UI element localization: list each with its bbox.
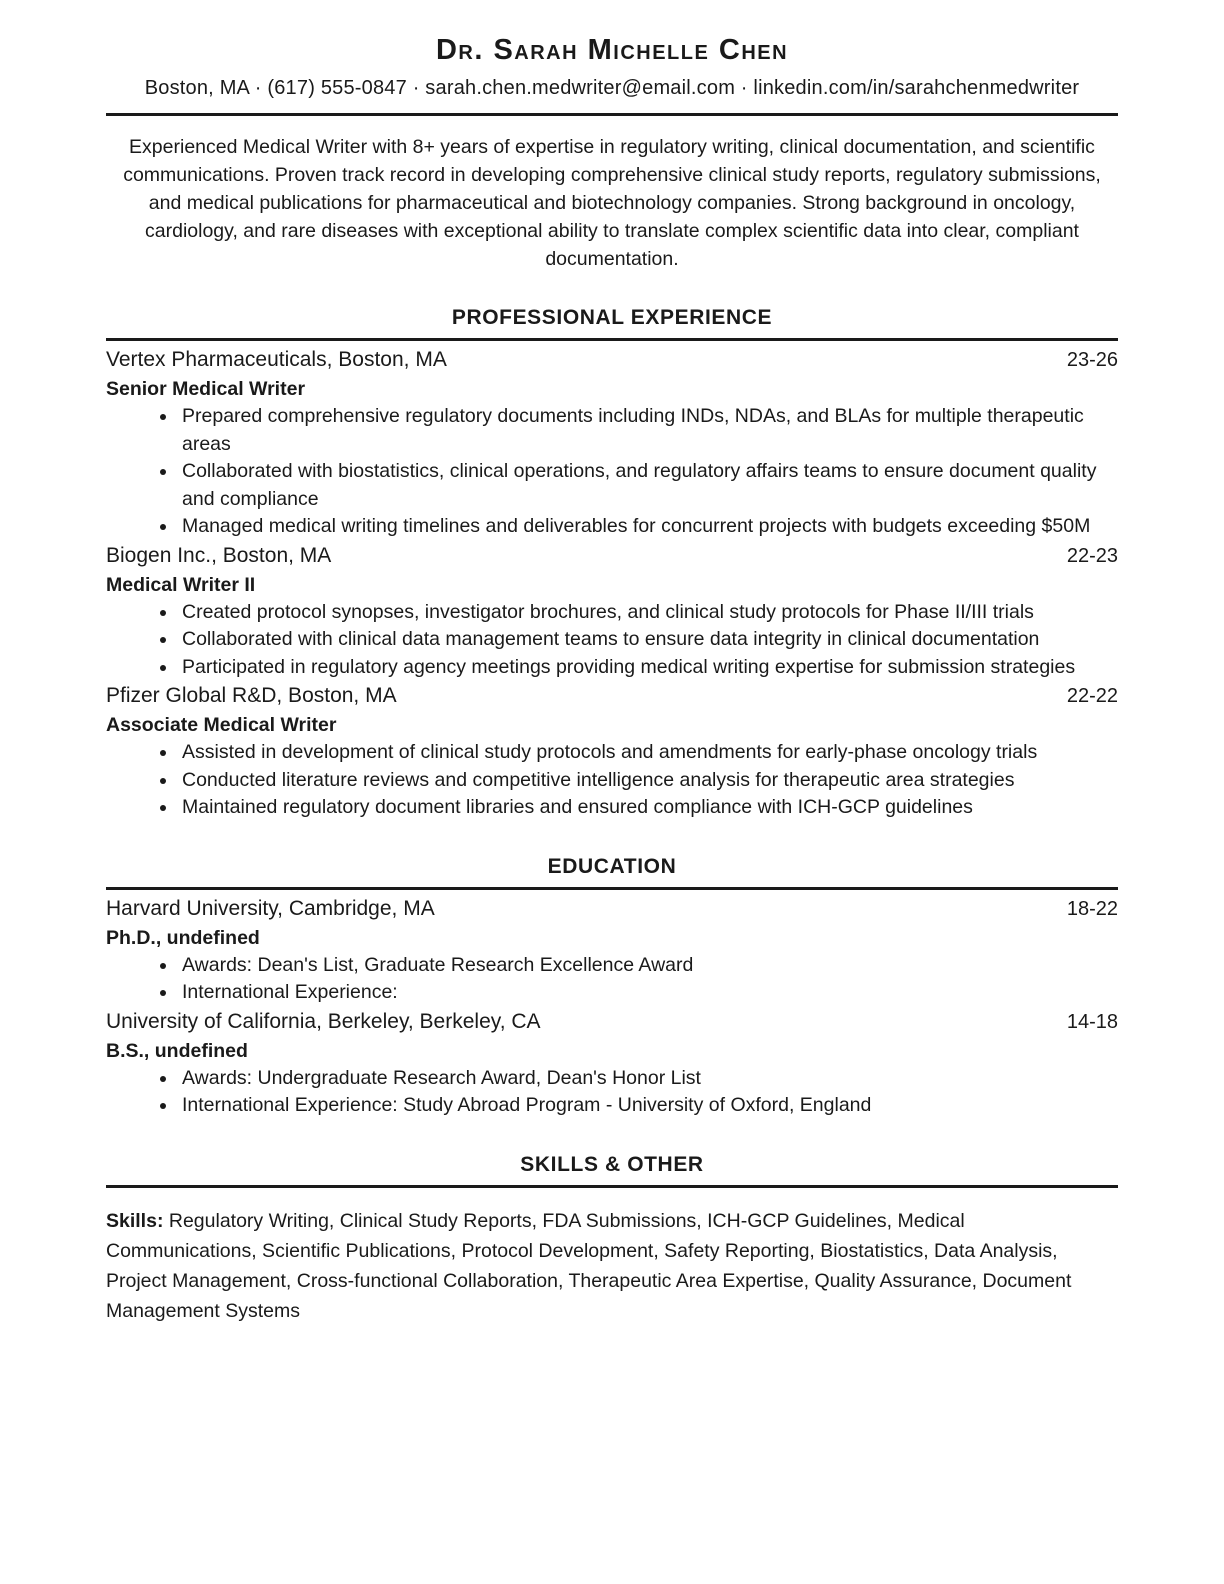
document-header — [106, 30, 1118, 116]
bullet-item: • Prepared comprehensive regulatory documents including INDs, NDAs, and BLAs for multiple therapeutic areas — [178, 403, 1118, 458]
bullet-item: • Awards: Dean's List, Graduate Research Excellence Award — [178, 952, 1118, 980]
section-experience — [106, 305, 1118, 822]
summary-paragraph: Experienced Medical Writer with 8+ years of expertise in regulatory writing, clinical documentation, and scientific communications. Proven track record in developing comprehensive clinical study reports, regulatory submissions, and medical publications for pharmaceutical and biotechnology companies. Strong background in oncology, cardiology, and rare diseases with exceptional ability to translate complex scientific data into clear, compliant documentation. — [123, 136, 1101, 270]
job-entry-head — [106, 541, 1118, 571]
section-title-experience: PROFESSIONAL EXPERIENCE — [106, 305, 1118, 341]
section-education — [106, 854, 1118, 1120]
bullet-item: • International Experience: — [178, 979, 1118, 1007]
skills-paragraph — [106, 1206, 1118, 1326]
bullet-item: • Managed medical writing timelines and deliverables for concurrent projects with budgets exceeding $50M — [178, 513, 1118, 541]
education-bullets — [106, 1065, 1118, 1120]
job-entry — [106, 681, 1118, 822]
skills-text: Regulatory Writing, Clinical Study Reports, FDA Submissions, ICH-GCP Guidelines, Medical Communications, Scientific Publications, Protocol Development, Safety Reporting, Biostatistics, Data Analysis, Project Management, Cross-functional Collaboration, Therapeutic Area Expertise, Quality Assurance, Document Management Systems — [106, 1209, 1072, 1322]
education-entry — [106, 1007, 1118, 1120]
date-range: 14-18 — [1066, 1010, 1118, 1033]
company-name: Biogen Inc., Boston, MA — [106, 543, 332, 567]
education-entry-head — [106, 1007, 1118, 1037]
contact-info: Boston, MA · (617) 555-0847 · sarah.chen.medwriter@email.com · linkedin.com/in/sarahchenmedwriter — [144, 77, 1080, 99]
date-range: 23-26 — [1066, 349, 1118, 371]
job-title: Senior Medical Writer — [106, 378, 306, 400]
job-entry-head — [106, 345, 1118, 375]
bullet-item: • Conducted literature reviews and competitive intelligence analysis for therapeutic area strategies — [178, 767, 1118, 795]
job-title: Medical Writer II — [106, 573, 256, 596]
experience-entries — [106, 341, 1118, 822]
degree-title: Ph.D., undefined — [106, 926, 260, 949]
job-bullets — [106, 739, 1118, 822]
company-name: Pfizer Global R&D, Boston, MA — [106, 684, 397, 707]
date-range: 22-22 — [1066, 685, 1118, 707]
education-entry — [106, 894, 1118, 1007]
job-bullets — [106, 403, 1118, 541]
job-title: Associate Medical Writer — [106, 714, 337, 736]
section-title-skills: SKILLS & OTHER — [106, 1152, 1118, 1188]
job-entry — [106, 541, 1118, 682]
bullet-item: • International Experience: Study Abroad Program - University of Oxford, England — [178, 1092, 1118, 1120]
skills-label: Skills: — [106, 1209, 164, 1232]
bullet-item: • Maintained regulatory document libraries and ensured compliance with ICH-GCP guidelines — [178, 794, 1118, 822]
company-name: Vertex Pharmaceuticals, Boston, MA — [106, 348, 447, 371]
school-name: Harvard University, Cambridge, MA — [106, 896, 435, 920]
job-entry-head — [106, 681, 1118, 711]
education-entry-head — [106, 894, 1118, 924]
date-range: 22-23 — [1066, 544, 1118, 567]
degree-title: B.S., undefined — [106, 1039, 248, 1062]
bullet-item: • Awards: Undergraduate Research Award, Dean's Honor List — [178, 1065, 1118, 1093]
education-bullets — [106, 952, 1118, 1007]
date-range: 18-22 — [1066, 897, 1118, 920]
header-divider — [106, 113, 1118, 116]
bullet-item: • Collaborated with clinical data management teams to ensure data integrity in clinical documentation — [178, 626, 1118, 654]
candidate-name: Dr. Sarah Michelle Chen — [435, 34, 789, 66]
education-entries — [106, 890, 1118, 1120]
job-bullets — [106, 599, 1118, 682]
school-name: University of California, Berkeley, Berkeley, CA — [106, 1009, 541, 1033]
job-entry — [106, 345, 1118, 541]
section-skills — [106, 1152, 1118, 1326]
bullet-item: • Collaborated with biostatistics, clinical operations, and regulatory affairs teams to ensure document quality and compliance — [178, 458, 1118, 513]
section-title-education: EDUCATION — [106, 854, 1118, 890]
bullet-item: • Participated in regulatory agency meetings providing medical writing expertise for submission strategies — [178, 654, 1118, 682]
bullet-item: • Created protocol synopses, investigator brochures, and clinical study protocols for Phase II/III trials — [178, 599, 1118, 627]
bullet-item: • Assisted in development of clinical study protocols and amendments for early-phase oncology trials — [178, 739, 1118, 767]
